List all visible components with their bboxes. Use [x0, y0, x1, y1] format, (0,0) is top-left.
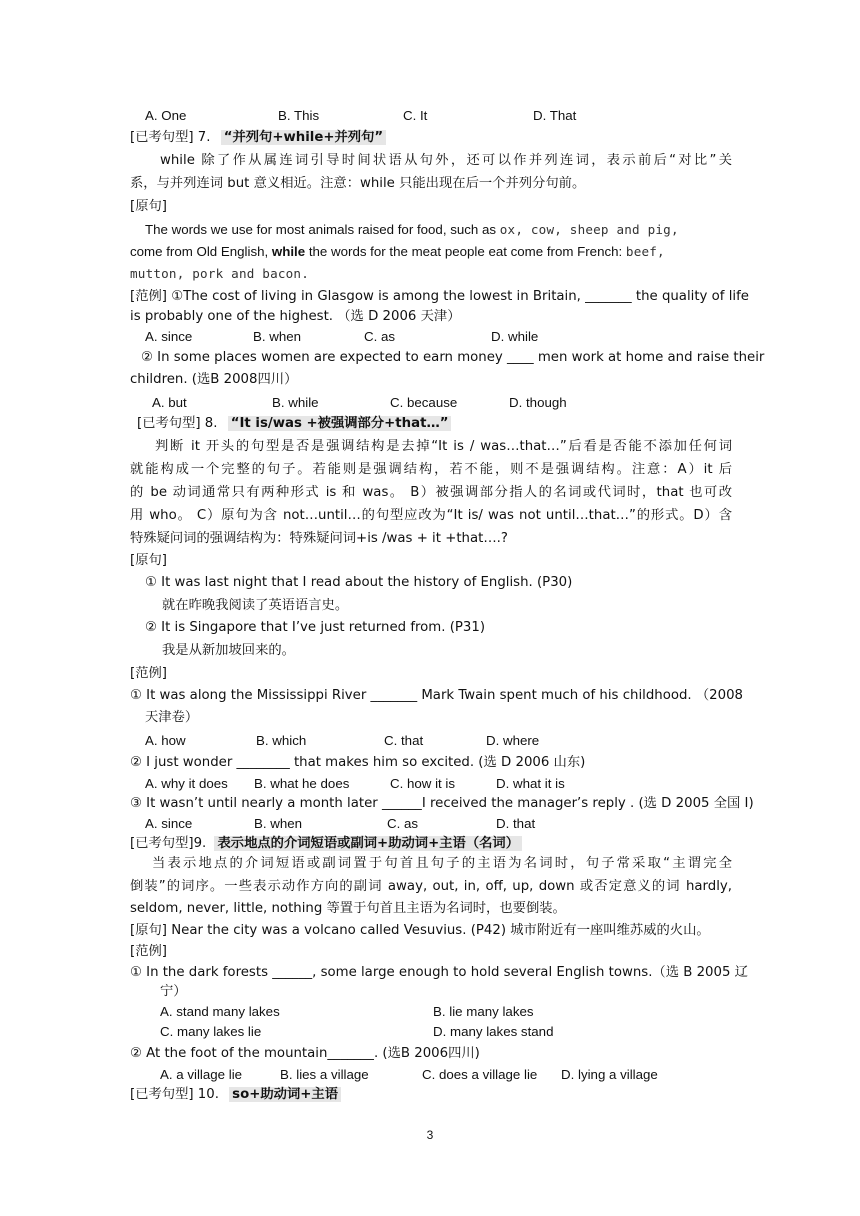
option-b: B. lies a village	[280, 1067, 369, 1082]
section-tag: [已考句型] 7.	[130, 130, 211, 145]
text: come from Old English,	[130, 244, 272, 259]
option-b: B. what he does	[254, 776, 350, 791]
option-b: B. which	[256, 733, 307, 748]
text: the words for the meat people eat come from French:	[305, 244, 626, 259]
section-tag: [已考句型] 8.	[137, 416, 218, 431]
option-c: C. that	[384, 733, 424, 748]
option-d: D. while	[491, 329, 539, 344]
example-line: ② I just wonder ________ that makes him so excited. (选 D 2006 山东)	[130, 755, 586, 770]
original-translation: 就在昨晚我阅读了英语语言史。	[162, 598, 349, 613]
option-c: C. many lakes lie	[160, 1024, 262, 1039]
example-line: is probably one of the highest. （选 D 2006 天津）	[130, 309, 461, 324]
paragraph-line: 特殊疑问词的强调结构为：特殊疑问词+is /was + it +that….?	[130, 531, 508, 546]
option-d: D. though	[509, 395, 567, 410]
example-line: children. (选B 2008四川）	[130, 372, 298, 387]
option-d: D. what it is	[496, 776, 565, 791]
section-title: 表示地点的介词短语或副词+助动词+主语（名词）	[214, 836, 522, 851]
original-tag: [原句]	[130, 199, 167, 214]
paragraph-line: 判断 it 开头的句型是否是强调结构是去掉“It is / was…that…”后看是否能不添加任何词	[155, 439, 732, 454]
text: The words we use for most animals raised for food, such as	[145, 222, 500, 237]
option-a: A. how	[145, 733, 186, 748]
page-number: 3	[426, 1128, 434, 1142]
option-b: B. This	[278, 108, 320, 123]
text-mono: ox, cow, sheep and pig,	[499, 222, 679, 237]
option-a: A. but	[152, 395, 187, 410]
section-7-heading	[130, 128, 386, 147]
paragraph-line: seldom, never, little, nothing 等置于句首且主语为名词时，也要倒装。	[130, 901, 566, 916]
option-d: D. many lakes stand	[433, 1024, 554, 1039]
original-sentence-line	[145, 220, 679, 239]
option-c: C. does a village lie	[422, 1067, 538, 1082]
section-8-heading	[137, 414, 451, 433]
option-a: A. since	[145, 816, 193, 831]
option-c: C. as	[387, 816, 419, 831]
option-d: D. That	[533, 108, 577, 123]
example-line: 天津卷）	[145, 710, 199, 725]
option-a: A. stand many lakes	[160, 1004, 280, 1019]
example-line: ① It was along the Mississippi River _______ Mark Twain spent much of his childhood. （2008	[130, 688, 744, 703]
original-sentence-line	[130, 242, 665, 261]
example-line: ② At the foot of the mountain_______. (选B 2006四川)	[130, 1046, 480, 1061]
original-tag: [原句]	[130, 553, 167, 568]
option-a: A. a village lie	[160, 1067, 243, 1082]
option-a: A. why it does	[145, 776, 228, 791]
option-c: C. how it is	[390, 776, 456, 791]
option-d: D. where	[486, 733, 540, 748]
original-sentence-line: mutton, pork and bacon.	[130, 266, 309, 281]
paragraph-line: while 除了作从属连词引导时间状语从句外，还可以作并列连词，表示前后“对比”关	[160, 153, 732, 168]
section-tag: [已考句型] 10.	[130, 1087, 219, 1102]
option-d: D. that	[496, 816, 536, 831]
section-title: “并列句+while+并列句”	[221, 130, 386, 145]
option-a: A. One	[145, 108, 187, 123]
option-c: C. because	[390, 395, 458, 410]
option-a: A. since	[145, 329, 193, 344]
paragraph-line: 的 be 动词通常只有两种形式 is 和 was。 B）被强调部分指人的名词或代词时，that 也可改	[130, 485, 732, 500]
paragraph-line: 就能构成一个完整的句子。若能则是强调结构，若不能，则不是强调结构。注意：A）it 后	[130, 462, 732, 477]
example-line: ② In some places women are expected to earn money ____ men work at home and raise their	[141, 350, 765, 365]
example-line: ③ It wasn’t until nearly a month later ______I received the manager’s reply . (选 D 2005 全国 I)	[130, 796, 754, 811]
paragraph-line: 倒装”的词序。一些表示动作方向的副词 away, out, in, off, up, down 或否定意义的词 hardly,	[130, 879, 732, 894]
text-bold: while	[271, 244, 306, 259]
example-line: ① In the dark forests ______, some large enough to hold several English towns.（选 B 2005 辽	[130, 965, 748, 980]
example-line: 宁）	[160, 984, 187, 999]
paragraph-line: 系，与并列连词 but 意义相近。注意：while 只能出现在后一个并列分句前。	[130, 176, 586, 191]
paragraph-line: 用 who。 C）原句为含 not…until…的句型应改为“It is/ was not until…that…”的形式。D）含	[130, 508, 732, 523]
option-c: C. It	[403, 108, 428, 123]
text-mono: beef,	[625, 244, 665, 259]
section-10-heading	[130, 1085, 341, 1104]
option-b: B. lie many lakes	[433, 1004, 534, 1019]
option-c: C. as	[364, 329, 396, 344]
option-b: B. while	[272, 395, 319, 410]
original-sentence: [原句] Near the city was a volcano called Vesuvius. (P42) 城市附近有一座叫维苏威的火山。	[130, 923, 710, 938]
example-line: [范例] ①The cost of living in Glasgow is among the lowest in Britain, _______ the quality of life	[130, 289, 749, 304]
example-tag: [范例]	[130, 944, 167, 959]
original-sentence: ① It was last night that I read about the history of English. (P30)	[145, 575, 573, 590]
example-tag: [范例]	[130, 666, 167, 681]
paragraph-line: 当表示地点的介词短语或副词置于句首且句子的主语为名词时，句子常采取“主谓完全	[152, 856, 732, 871]
section-tag: [已考句型]9.	[130, 836, 207, 851]
original-translation: 我是从新加坡回来的。	[162, 643, 295, 658]
option-b: B. when	[254, 816, 303, 831]
option-b: B. when	[253, 329, 302, 344]
section-title: so+助动词+主语	[229, 1087, 341, 1102]
option-d: D. lying a village	[561, 1067, 658, 1082]
original-sentence: ② It is Singapore that I’ve just returned from. (P31)	[145, 620, 486, 635]
section-9-heading	[130, 834, 522, 853]
section-title: “It is/was +被强调部分+that…”	[228, 416, 452, 431]
